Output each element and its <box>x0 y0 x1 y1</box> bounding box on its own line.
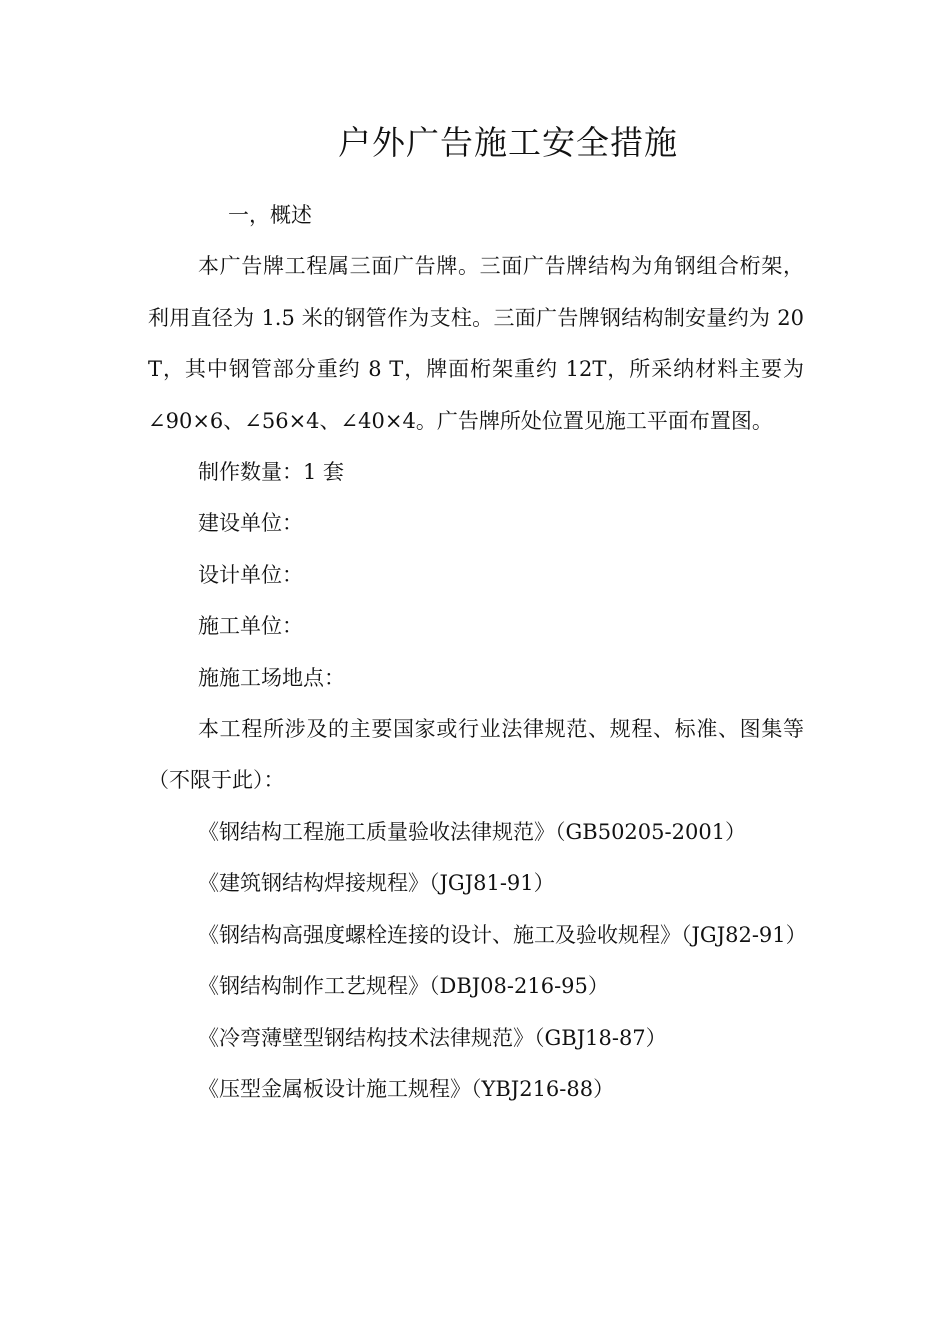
document-title: 户外广告施工安全措施 <box>338 123 678 162</box>
paragraph-designer: 设计单位： <box>198 562 303 587</box>
standard-item: 《建筑钢结构焊接规程》（JGJ81-91） <box>198 871 555 896</box>
paragraph-contractor: 施工单位： <box>198 614 303 639</box>
paragraph-owner: 建设单位： <box>198 511 303 536</box>
document-body <box>148 190 807 1115</box>
standard-item: 《钢结构制作工艺规程》（DBJ08-216-95） <box>198 974 609 999</box>
paragraph-standards-intro: 本工程所涉及的主要国家或行业法律规范、规程、标准、图集等（不限于此）： <box>148 717 804 793</box>
standard-item: 《冷弯薄壁型钢结构技术法律规范》（GBJ18-87） <box>198 1025 667 1050</box>
section-heading: 一，概述 <box>228 203 312 227</box>
standard-item: 《钢结构工程施工质量验收法律规范》（GB50205-2001） <box>198 819 747 844</box>
paragraph-site: 施施工场地点： <box>198 665 345 690</box>
paragraph-overview: 本广告牌工程属三面广告牌。三面广告牌结构为角钢组合桁架，利用直径为 1.5 米的钢管作为支柱。三面广告牌钢结构制安量约为 20 T，其中钢管部分重约 8 T，牌面桁架重约 12T，所采纳材料主要为∠90×6、∠56×4、∠40×4。广告牌所处位置见施工平面布置图。 <box>148 254 804 433</box>
standard-item: 《钢结构高强度螺栓连接的设计、施工及验收规程》（JGJ82-91） <box>198 922 807 947</box>
paragraph-quantity: 制作数量：1 套 <box>198 460 345 485</box>
standard-item: 《压型金属板设计施工规程》（YBJ216-88） <box>198 1076 615 1101</box>
